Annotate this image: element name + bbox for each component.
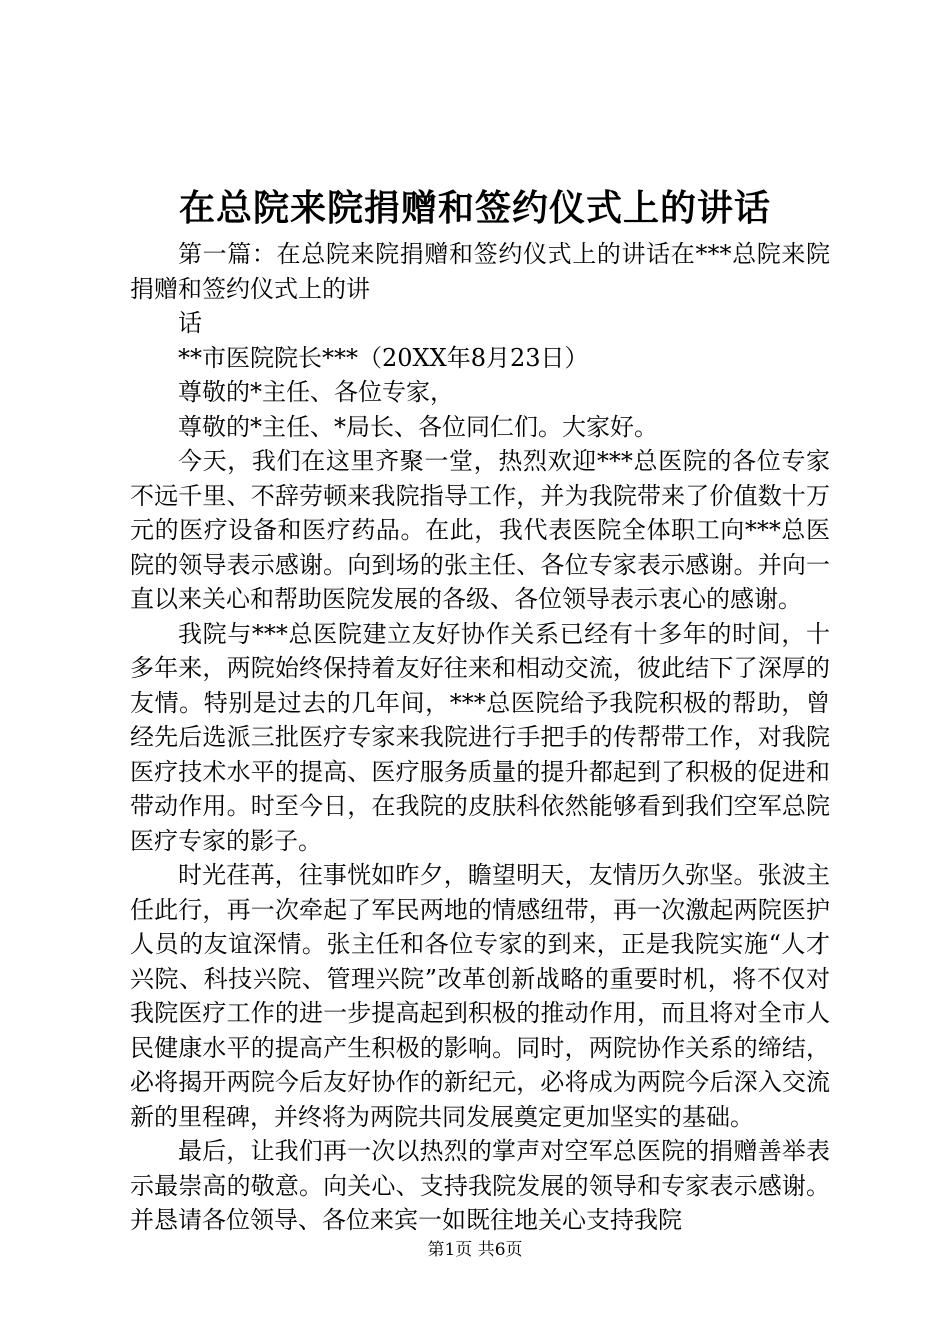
paragraph-welcome: 今天，我们在这里齐聚一堂，热烈欢迎***总医院的各位专家不远千里、不辞劳顿来我院指导工作，并为我院带来了价值数十万元的医疗设备和医疗药品。在此，我代表医院全体职工向***总医院的领导表示感谢。向到场的张主任、各位专家表示感谢。并向一直以来关心和帮助医院发展的各级、各位领导表示衷心的感谢。 bbox=[130, 447, 830, 613]
paragraph-salutation-2: 尊敬的*主任、*局长、各位同仁们。大家好。 bbox=[178, 412, 658, 441]
paragraph-heading-line: 第一篇：在总院来院捐赠和签约仪式上的讲话在***总院来院捐赠和签约仪式上的讲 bbox=[130, 240, 830, 303]
paragraph-heading-continuation: 话 bbox=[178, 309, 202, 337]
document-title: 在总院来院捐赠和签约仪式上的讲话 bbox=[178, 187, 771, 229]
paragraph-salutation-1: 尊敬的*主任、各位专家， bbox=[178, 378, 454, 406]
paragraph-speaker: **市医院院长***（20XX年8月23日） bbox=[178, 343, 589, 372]
paragraph-history: 我院与***总医院建立友好协作关系已经有十多年的时间，十多年来，两院始终保持着友好往来和相动交流，彼此结下了深厚的友情。特别是过去的几年间，***总医院给予我院积极的帮助，曾经先后选派三批医疗专家来我院进行手把手的传帮带工作，对我院医疗技术水平的提高、医疗服务质量的提升都起到了积极的促进和带动作用。时至今日，在我院的皮肤科依然能够看到我们空军总院医疗专家的影子。 bbox=[130, 619, 830, 855]
document-body bbox=[130, 237, 830, 1238]
page-number-footer: 第1页 共6页 bbox=[427, 1240, 523, 1260]
paragraph-significance: 时光荏苒，往事恍如昨夕，瞻望明天，友情历久弥坚。张波主任此行，再一次牵起了军民两地的情感纽带，再一次激起两院医护人员的友谊深情。张主任和各位专家的到来，正是我院实施“人才兴院、科技兴院、管理兴院”改革创新战略的重要时机，将不仅对我院医疗工作的进一步提高起到积极的推动作用，而且将对全市人民健康水平的提高产生积极的影响。同时，两院协作关系的缔结，必将揭开两院今后友好协作的新纪元，必将成为两院今后深入交流新的里程碑，并终将为两院共同发展奠定更加坚实的基础。 bbox=[130, 861, 830, 1131]
paragraph-closing: 最后，让我们再一次以热烈的掌声对空军总医院的捐赠善举表示最崇高的敬意。向关心、支持我院发展的领导和专家表示感谢。并恳请各位领导、各位来宾一如既往地关心支持我院 bbox=[130, 1137, 830, 1234]
